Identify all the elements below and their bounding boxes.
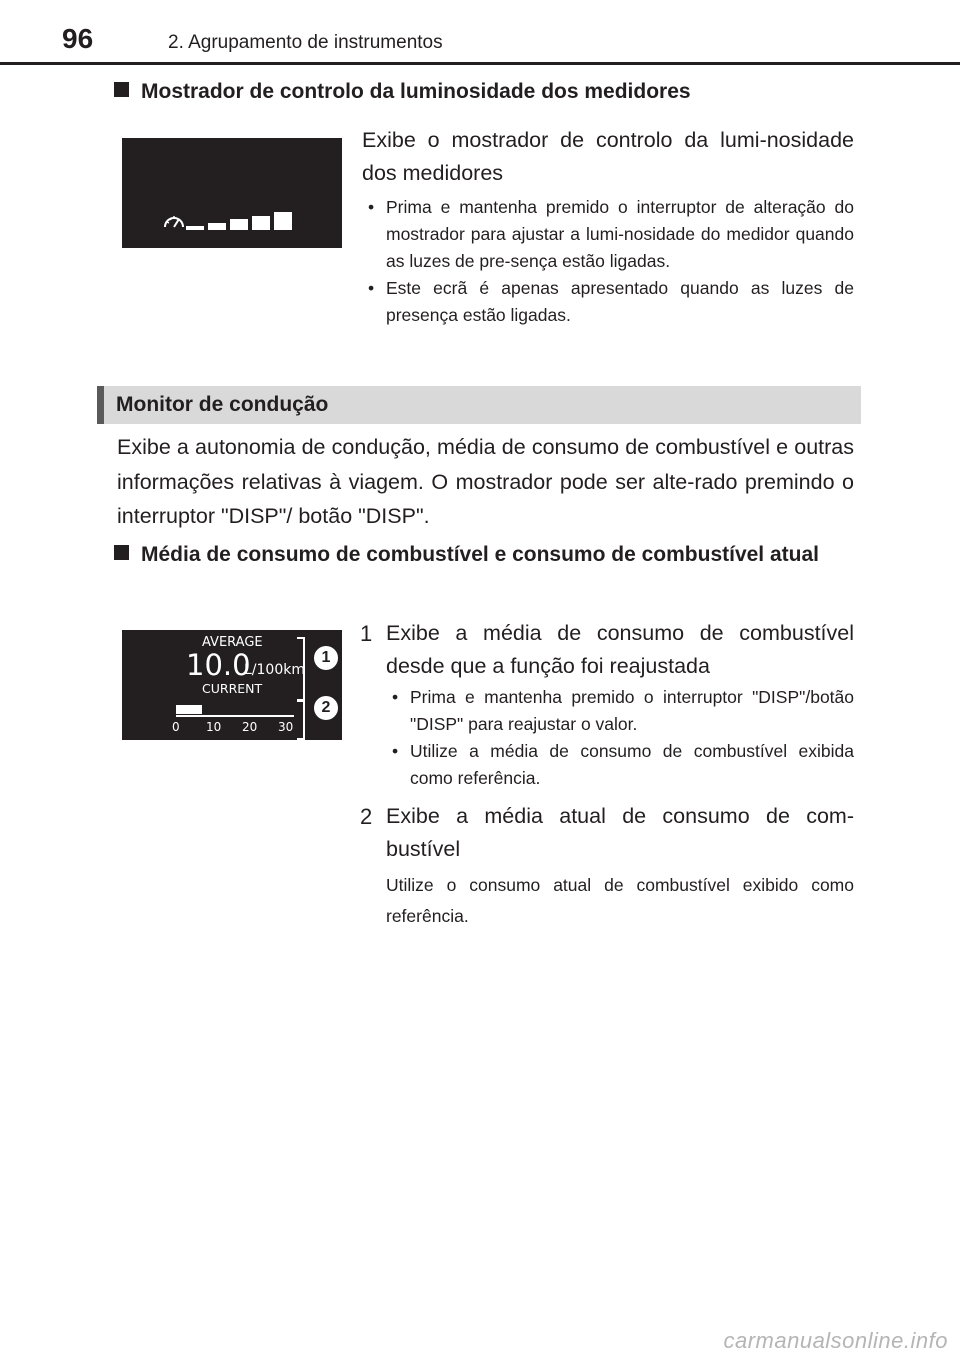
average-label: AVERAGE (202, 635, 263, 650)
brightness-display-image (122, 138, 342, 248)
callout-bracket-2 (297, 700, 305, 740)
scale-line (176, 715, 294, 717)
fuel-display-image (122, 630, 342, 740)
scale-label: 10 (206, 720, 222, 734)
list-item: • Prima e mantenha premido o interruptor de alteração do mostrador para ajustar a lumi-nosidade do medidor quando as luzes de pre-sença estão ligadas. (362, 194, 854, 275)
square-bullet-icon (114, 82, 129, 97)
section-title: Monitor de condução (116, 393, 329, 416)
average-value: 10.0 (186, 648, 251, 682)
brightness-level-segment (208, 223, 226, 231)
list-item: • Utilize a média de consumo de combustível exibida como referência. (386, 738, 854, 792)
fuel-heading: Média de consumo de combustível e consumo de combustível atual (114, 536, 856, 573)
item-1-title: Exibe a média de consumo de combustível desde que a função foi reajustada (386, 621, 854, 678)
header-rule (0, 62, 960, 65)
brightness-bullets (362, 194, 854, 329)
brightness-heading: Mostrador de controlo da luminosidade dos medidores (114, 76, 874, 108)
monitor-intro: Exibe a autonomia de condução, média de consumo de combustível e outras informações relativas à viagem. O mostrador pode ser alte-rado premindo o interruptor "DISP"/ botão "DISP". (117, 435, 854, 528)
list-item: • Este ecrã é apenas apresentado quando as luzes de presença estão ligadas. (362, 275, 854, 329)
watermark: carmanualsonline.info (723, 1328, 948, 1353)
callout-bracket-1 (297, 637, 305, 701)
brightness-level-segment (230, 219, 248, 230)
gauge-brightness-icon (162, 209, 186, 231)
item-number-1: 1 (360, 621, 373, 646)
current-label: CURRENT (202, 681, 263, 696)
callout-number-2: 2 (312, 694, 340, 722)
callout-number-1: 1 (312, 644, 340, 672)
item-2-note: Utilize o consumo atual de combustível exibido como referência. (386, 875, 854, 926)
brightness-level-segment (274, 212, 292, 230)
scale-label: 20 (242, 720, 258, 734)
unit-label: L/100km (244, 662, 305, 678)
section-header-bar (97, 386, 861, 424)
current-fuel-bar (176, 705, 202, 714)
chapter-title: 2. Agrupamento de instrumentos (168, 32, 443, 53)
scale-label: 30 (278, 720, 294, 734)
item-2-title: Exibe a média atual de consumo de com-bustível (386, 804, 854, 861)
scale-label: 0 (172, 720, 180, 734)
list-item: • Prima e mantenha premido o interruptor "DISP"/botão "DISP" para reajustar o valor. (386, 684, 854, 738)
brightness-level-segment (252, 216, 270, 231)
page-number: 96 (62, 23, 94, 54)
section-accent (97, 386, 104, 424)
brightness-level-segment (186, 226, 204, 230)
item-number-2: 2 (360, 804, 373, 829)
square-bullet-icon (114, 545, 129, 560)
brightness-description: Exibe o mostrador de controlo da lumi-nosidade dos medidores (362, 128, 854, 185)
item-1-bullets (386, 684, 854, 792)
